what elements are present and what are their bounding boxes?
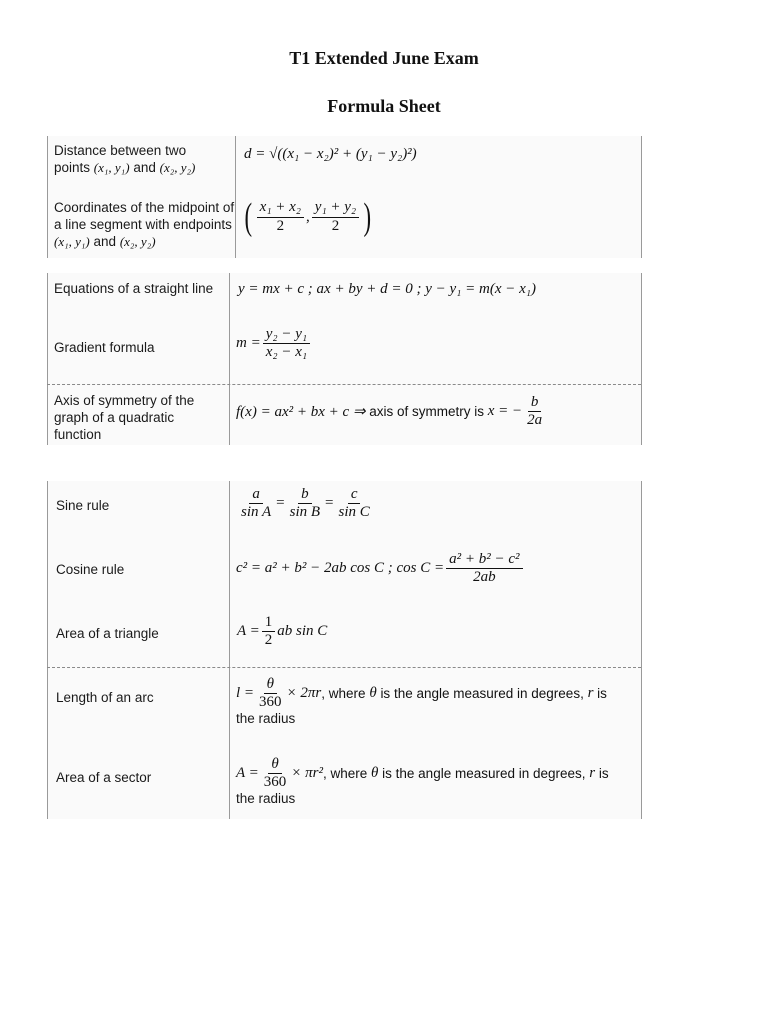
sine-rule-label: Sine rule	[56, 498, 110, 513]
area-triangle-label: Area of a triangle	[56, 626, 159, 641]
area-triangle-formula: A = $\frac{1}{2}$ ab sin C	[237, 614, 328, 649]
distance-formula: d = √((x₁ − x₂)² + (y₁ − y₂)²)	[244, 146, 417, 162]
sector-area-label: Area of a sector	[56, 770, 152, 785]
arc-length-formula: l = $\frac{\theta}{360}$ × 2πr , where θ is the angle measured in degrees, r is the radius	[236, 676, 607, 726]
axis-symmetry-label: Axis of symmetry of the graph of a quadratic function	[54, 393, 195, 442]
midpoint-label: Coordinates of the midpoint of a line segment with endpoints (x₁, y₁) and (x₂, y₂)	[54, 200, 235, 249]
gradient-label: Gradient formula	[54, 340, 155, 355]
document-title: T1 Extended June Exam	[289, 48, 479, 68]
document-subtitle: Formula Sheet	[327, 96, 441, 116]
sine-rule-formula: $\frac{a}{\text{sin A}}$ = $\frac{b}{\text{sin B}}$ = $\frac{c}{\text{sin C}}$	[241, 486, 370, 521]
straight-line-label: Equations of a straight line	[54, 281, 214, 296]
gradient-formula: m = $\frac{\text{y₂ − y₁}}{\text{x₂ − x₁}}$	[236, 326, 312, 362]
cosine-rule-label: Cosine rule	[56, 562, 125, 577]
distance-label: Distance between two points (x₁, y₁) and (x₂, y₂)	[54, 143, 196, 175]
midpoint-formula: ( $\frac{\text{x₁ + x₂}}{2}$ , $\frac{\text{y₁ + y₂}}{2}$ )	[244, 196, 372, 238]
row-divider	[47, 384, 641, 385]
arc-length-label: Length of an arc	[56, 690, 154, 705]
axis-symmetry-formula: f(x) = ax² + bx + c ⇒ axis of symmetry is x = − $\frac{b}{2a}$	[236, 394, 543, 429]
cosine-rule-formula: c² = a² + b² − 2ab cos C ; cos C = $\frac{\text{a² + b² − c²}}{2ab}$	[236, 551, 525, 587]
row-divider	[47, 667, 641, 668]
straight-line-formula: y = mx + c ; ax + by + d = 0 ; y − y₁ = m(x − x₁)	[238, 281, 536, 297]
sector-area-formula: A = $\frac{\theta}{360}$ × πr² , where θ is the angle measured in degrees, r is the radius	[236, 756, 609, 806]
